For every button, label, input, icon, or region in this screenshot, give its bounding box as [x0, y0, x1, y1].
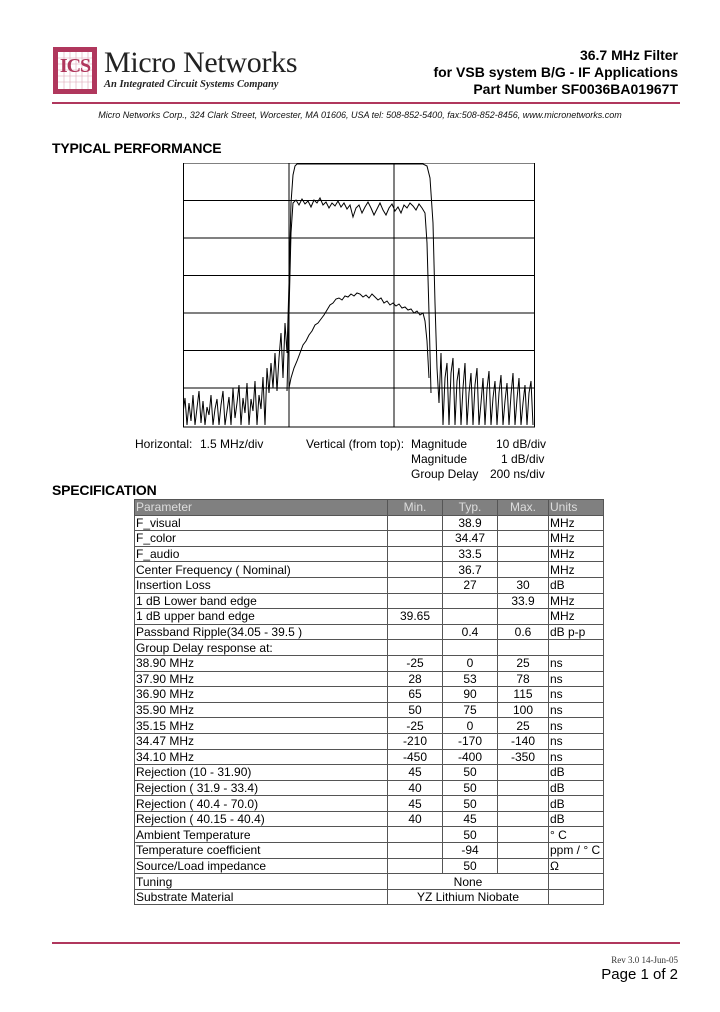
table-cell: 45	[388, 796, 443, 812]
table-cell: 50	[443, 858, 498, 874]
table-cell	[388, 593, 443, 609]
table-cell	[388, 624, 443, 640]
table-row	[135, 687, 604, 703]
table-cell: 33.9	[498, 593, 549, 609]
table-cell: 50	[388, 702, 443, 718]
table-cell: -170	[443, 733, 498, 749]
table-cell: 100	[498, 702, 549, 718]
magnitude-10db-trace	[183, 164, 533, 425]
table-cell	[388, 640, 443, 656]
table-row	[135, 562, 604, 578]
table-cell	[388, 858, 443, 874]
vertical-scale-label: Vertical (from top):	[306, 437, 405, 451]
table-cell: 53	[443, 671, 498, 687]
trace-scale-3: 200 ns/div	[490, 467, 545, 481]
table-cell: 45	[388, 765, 443, 781]
table-cell: -400	[443, 749, 498, 765]
table-cell: Rejection ( 40.4 - 70.0)	[135, 796, 388, 812]
horizontal-scale-value: 1.5 MHz/div	[200, 437, 264, 451]
table-cell: 34.10 MHz	[135, 749, 388, 765]
table-cell	[498, 780, 549, 796]
table-cell: -450	[388, 749, 443, 765]
trace-scale-1: 10 dB/div	[496, 437, 547, 451]
horizontal-scale-label: Horizontal:	[135, 437, 193, 451]
table-cell: ns	[549, 749, 604, 765]
table-cell: 38.90 MHz	[135, 655, 388, 671]
column-header: Min.	[388, 500, 443, 516]
header-rule	[52, 102, 680, 104]
table-cell: -140	[498, 733, 549, 749]
table-cell: Center Frequency ( Nominal)	[135, 562, 388, 578]
table-cell	[549, 640, 604, 656]
table-cell	[388, 546, 443, 562]
table-row	[135, 749, 604, 765]
doc-title-line-1: 36.7 MHz Filter	[579, 47, 678, 63]
table-cell: ns	[549, 702, 604, 718]
table-cell: F_color	[135, 531, 388, 547]
table-cell	[498, 640, 549, 656]
table-cell	[443, 609, 498, 625]
doc-title-line-3: Part Number SF0036BA01967T	[473, 81, 678, 97]
table-cell: Source/Load impedance	[135, 858, 388, 874]
table-cell: 25	[498, 718, 549, 734]
table-cell: Rejection (10 - 31.90)	[135, 765, 388, 781]
typical-performance-heading: TYPICAL PERFORMANCE	[52, 140, 222, 156]
table-cell: -94	[443, 843, 498, 859]
table-cell	[443, 640, 498, 656]
column-header: Max.	[498, 500, 549, 516]
table-cell	[498, 562, 549, 578]
table-row	[135, 609, 604, 625]
table-cell	[498, 858, 549, 874]
table-row	[135, 858, 604, 874]
table-cell	[388, 827, 443, 843]
table-row	[135, 577, 604, 593]
trace-name-1: Magnitude	[411, 437, 468, 451]
table-row	[135, 718, 604, 734]
table-cell: Ω	[549, 858, 604, 874]
table-cell: Substrate Material	[135, 889, 388, 905]
table-cell: MHz	[549, 546, 604, 562]
table-cell: ns	[549, 655, 604, 671]
table-cell: 39.65	[388, 609, 443, 625]
table-cell: dB	[549, 765, 604, 781]
table-cell: 1 dB Lower band edge	[135, 593, 388, 609]
table-row	[135, 640, 604, 656]
table-cell: 35.90 MHz	[135, 702, 388, 718]
table-cell: 0.6	[498, 624, 549, 640]
table-cell: ns	[549, 718, 604, 734]
table-row	[135, 827, 604, 843]
contact-address: Micro Networks Corp., 324 Clark Street, Worcester, MA 01606, USA tel: 508-852-5400, fax:508-852-8456, www.micronetworks.com	[98, 110, 622, 120]
doc-title-line-2: for VSB system B/G - IF Applications	[433, 64, 678, 80]
group-delay-trace	[289, 293, 429, 388]
specification-heading: SPECIFICATION	[52, 482, 157, 498]
table-cell: dB	[549, 780, 604, 796]
table-row	[135, 546, 604, 562]
table-cell: Rejection ( 31.9 - 33.4)	[135, 780, 388, 796]
logo-letters: ICS	[59, 55, 91, 77]
footer-rule	[52, 942, 680, 944]
table-cell: 37.90 MHz	[135, 671, 388, 687]
table-cell: 0	[443, 718, 498, 734]
table-cell: 0	[443, 655, 498, 671]
trace-name-3: Group Delay	[411, 467, 479, 481]
table-row	[135, 874, 604, 890]
table-row	[135, 655, 604, 671]
table-cell: 40	[388, 780, 443, 796]
table-cell: 45	[443, 811, 498, 827]
table-cell: Tuning	[135, 874, 388, 890]
table-cell: 38.9	[443, 515, 498, 531]
table-cell: ppm / ° C	[549, 843, 604, 859]
table-cell	[388, 531, 443, 547]
table-cell: dB	[549, 811, 604, 827]
table-header-row	[135, 500, 604, 516]
column-header: Parameter	[135, 500, 388, 516]
table-cell: ns	[549, 687, 604, 703]
table-cell: dB	[549, 577, 604, 593]
table-cell: 34.47 MHz	[135, 733, 388, 749]
table-cell	[498, 531, 549, 547]
table-row	[135, 593, 604, 609]
table-cell: Rejection ( 40.15 - 40.4)	[135, 811, 388, 827]
table-cell	[549, 889, 604, 905]
table-cell	[388, 843, 443, 859]
table-cell	[498, 765, 549, 781]
table-cell: MHz	[549, 515, 604, 531]
table-cell	[388, 515, 443, 531]
table-cell	[498, 609, 549, 625]
table-row	[135, 733, 604, 749]
performance-plot	[183, 163, 535, 428]
specification-table	[134, 499, 604, 905]
table-cell: 90	[443, 687, 498, 703]
table-cell: -25	[388, 718, 443, 734]
table-row	[135, 796, 604, 812]
table-cell	[498, 796, 549, 812]
table-cell	[388, 577, 443, 593]
table-cell: 115	[498, 687, 549, 703]
table-cell: Temperature coefficient	[135, 843, 388, 859]
table-cell: dB	[549, 796, 604, 812]
table-cell: 30	[498, 577, 549, 593]
table-cell: ° C	[549, 827, 604, 843]
magnitude-1db-trace	[287, 198, 431, 393]
revision-label: Rev 3.0 14-Jun-05	[611, 955, 678, 965]
table-cell: 25	[498, 655, 549, 671]
table-cell: MHz	[549, 593, 604, 609]
table-row	[135, 515, 604, 531]
page-number: Page 1 of 2	[601, 966, 678, 983]
table-cell: 1 dB upper band edge	[135, 609, 388, 625]
table-cell: 50	[443, 765, 498, 781]
table-cell	[498, 827, 549, 843]
table-cell: 28	[388, 671, 443, 687]
table-cell: dB p-p	[549, 624, 604, 640]
table-cell	[498, 843, 549, 859]
table-cell: 40	[388, 811, 443, 827]
table-cell: Ambient Temperature	[135, 827, 388, 843]
table-cell: Passband Ripple(34.05 - 39.5 )	[135, 624, 388, 640]
table-cell: -25	[388, 655, 443, 671]
table-row	[135, 624, 604, 640]
table-cell: MHz	[549, 562, 604, 578]
table-cell: 75	[443, 702, 498, 718]
table-cell: ns	[549, 671, 604, 687]
table-cell: YZ Lithium Niobate	[388, 889, 549, 905]
column-header: Typ.	[443, 500, 498, 516]
column-header: Units	[549, 500, 604, 516]
table-row	[135, 765, 604, 781]
table-cell: 34.47	[443, 531, 498, 547]
table-cell: None	[388, 874, 549, 890]
table-cell: 50	[443, 780, 498, 796]
trace-name-2: Magnitude	[411, 452, 468, 466]
table-cell: MHz	[549, 609, 604, 625]
table-cell: 0.4	[443, 624, 498, 640]
table-cell: 78	[498, 671, 549, 687]
table-cell	[443, 593, 498, 609]
ics-logo	[53, 47, 97, 94]
table-cell: 35.15 MHz	[135, 718, 388, 734]
table-cell: 33.5	[443, 546, 498, 562]
table-cell	[498, 546, 549, 562]
table-cell: 36.7	[443, 562, 498, 578]
table-cell: ns	[549, 733, 604, 749]
table-cell: Group Delay response at:	[135, 640, 388, 656]
table-row	[135, 702, 604, 718]
trace-scale-2: 1 dB/div	[501, 452, 545, 466]
table-row	[135, 811, 604, 827]
company-tagline: An Integrated Circuit Systems Company	[104, 79, 279, 90]
table-cell	[498, 811, 549, 827]
table-cell: 27	[443, 577, 498, 593]
table-cell: Insertion Loss	[135, 577, 388, 593]
table-cell: -350	[498, 749, 549, 765]
table-cell: 65	[388, 687, 443, 703]
table-row	[135, 531, 604, 547]
table-row	[135, 780, 604, 796]
table-cell: MHz	[549, 531, 604, 547]
table-cell: 50	[443, 827, 498, 843]
table-cell	[388, 562, 443, 578]
table-cell	[498, 515, 549, 531]
table-cell	[549, 874, 604, 890]
table-row	[135, 889, 604, 905]
table-cell: 36.90 MHz	[135, 687, 388, 703]
company-name: Micro Networks	[104, 46, 298, 79]
table-row	[135, 843, 604, 859]
table-cell: 50	[443, 796, 498, 812]
table-cell: F_audio	[135, 546, 388, 562]
table-row	[135, 671, 604, 687]
table-cell: F_visual	[135, 515, 388, 531]
table-cell: -210	[388, 733, 443, 749]
